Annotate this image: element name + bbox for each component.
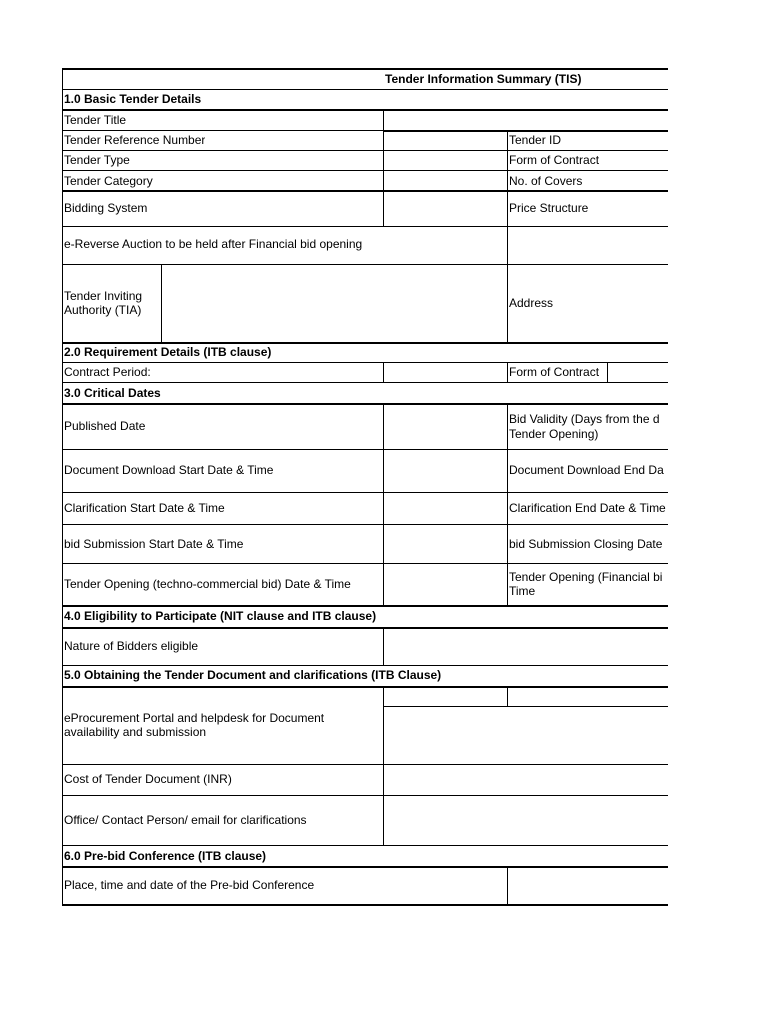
label-no-of-covers: No. of Covers [509,174,583,188]
label-cost-of-document: Cost of Tender Document (INR) [64,772,232,786]
label-bid-submission-closing: bid Submission Closing Date [509,537,663,551]
rule [383,706,668,707]
label-document-download-end: Document Download End Da [509,463,664,477]
label-prebid-place: Place, time and date of the Pre-bid Conference [64,878,315,892]
label-tender-opening-financial-line1: Tender Opening (Financial bi [509,570,663,584]
rule-bottom [62,904,668,906]
rule [383,403,384,605]
rule [507,686,508,706]
rule [62,524,668,525]
section-critical-dates: 3.0 Critical Dates [64,386,161,400]
rule [62,362,668,363]
rule [62,795,668,796]
label-published-date: Published Date [64,419,146,433]
label-tender-opening-techno: Tender Opening (techno-commercial bid) Date & Time [64,577,351,591]
rule [62,563,668,564]
section-obtaining-document: 5.0 Obtaining the Tender Document and clarifications (ITB Clause) [64,668,442,682]
rule [507,403,508,605]
label-tender-id: Tender ID [509,133,562,147]
rule [383,627,384,665]
label-document-download-start: Document Download Start Date & Time [64,463,274,477]
label-tender-category: Tender Category [64,174,153,188]
rule [62,342,668,344]
rule [62,403,668,405]
rule [62,190,668,192]
label-reverse-auction: e-Reverse Auction to be held after Financial bid opening [64,237,363,251]
rule [62,89,668,90]
rule [161,264,162,342]
rule [62,449,668,450]
section-eligibility: 4.0 Eligibility to Participate (NIT clause and ITB clause) [64,609,377,623]
rule [62,764,668,765]
label-nature-of-bidders: Nature of Bidders eligible [64,639,199,653]
rule [62,170,668,171]
rule [62,264,668,265]
label-tender-opening-financial-line2: Time [509,584,536,598]
rule [507,866,508,904]
rule [383,130,668,132]
label-eprocurement-line2: availability and submission [64,725,207,739]
label-contract-period: Contract Period: [64,365,151,379]
section-requirement-details: 2.0 Requirement Details (ITB clause) [64,345,272,359]
rule [383,686,384,845]
rule [62,866,668,868]
rule [507,130,508,342]
label-bid-submission-start: bid Submission Start Date & Time [64,537,244,551]
label-tender-type: Tender Type [64,153,130,167]
rule [62,150,668,151]
rule [62,226,668,227]
rule [62,109,668,111]
rule [62,845,668,846]
rule [383,362,384,382]
label-eprocurement-line1: eProcurement Portal and helpdesk for Document [64,711,325,725]
rule-top [62,68,668,70]
rule [607,362,608,382]
label-address: Address [509,296,554,310]
label-tender-title: Tender Title [64,113,127,127]
rule [62,627,668,629]
rule [62,382,668,383]
label-office-contact: Office/ Contact Person/ email for clarifications [64,813,307,827]
rule [383,109,384,226]
rule [62,605,668,607]
rule [62,665,668,666]
label-bid-validity-line1: Bid Validity (Days from the d [509,412,660,426]
label-tender-reference-number: Tender Reference Number [64,133,206,147]
rule [62,130,383,131]
rule-left [62,68,63,906]
document-title: Tender Information Summary (TIS) [385,72,582,86]
section-basic-tender-details: 1.0 Basic Tender Details [64,92,202,106]
rule [62,686,668,688]
section-prebid-conference: 6.0 Pre-bid Conference (ITB clause) [64,849,267,863]
label-form-of-contract-2: Form of Contract [509,365,600,379]
label-price-structure: Price Structure [509,201,589,215]
rule [507,362,508,382]
label-clarification-start: Clarification Start Date & Time [64,501,225,515]
label-bid-validity-line2: Tender Opening) [509,427,599,441]
label-tia-line1: Tender Inviting [64,289,143,303]
label-form-of-contract: Form of Contract [509,153,600,167]
label-bidding-system: Bidding System [64,201,148,215]
rule [62,492,668,493]
label-clarification-end: Clarification End Date & Time [509,501,666,515]
label-tia-line2: Authority (TIA) [64,303,142,317]
